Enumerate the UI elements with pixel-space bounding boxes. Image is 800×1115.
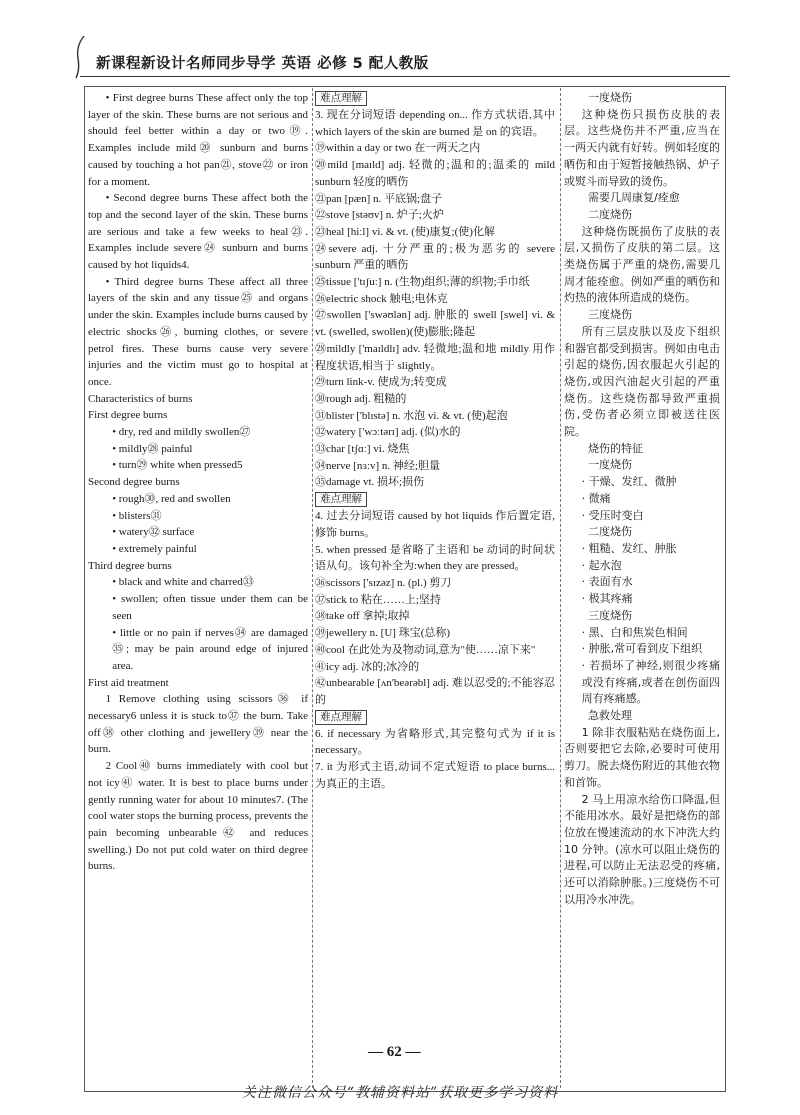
vocab-item: ㉓heal [hiːl] vi. & vt. (使)康复;(使)化解 (315, 225, 495, 238)
subheading: First degree burns (88, 409, 168, 422)
subheading: Second degree burns (88, 476, 180, 489)
difficulty-tag: 难点理解 (315, 710, 367, 725)
translation-note: 需要几周康复/痊愈 (588, 191, 680, 205)
translation-list-item: · 极其疼痛 (581, 592, 633, 606)
translation-subheading: 三度烧伤 (588, 608, 632, 622)
translation-list-item: · 黑、白和焦炭色相间 (581, 625, 688, 639)
note-4: 4. 过去分词短语 caused by hot liquids 作后置定语,修饰 burns。 (315, 510, 555, 539)
note-5: 5. when pressed 是省略了主语和 be 动词的时间状语从句。该句补全为:when they are pressed。 (315, 543, 555, 573)
footer-watermark: 关注微信公众号“教辅资料站”获取更多学习资料 (241, 1085, 559, 1101)
column-divider (312, 88, 313, 1088)
vocab-item: ㊲stick to 粘在……上;坚持 (315, 593, 441, 606)
translation-paragraph: 这种烧伤既损伤了皮肤的表层,又损伤了皮肤的第二层。这类烧伤属于严重的烧伤,需要几周才能痊愈。例如严重的晒伤和灼热的液体所造成的烧伤。 (564, 224, 720, 305)
list-item: • extremely painful (112, 542, 197, 555)
paragraph-aid-2: 2 Cool㊵ burns immediately with cool but not icy㊶ water. It is best to place burns under gently running water for about 10 minutes7. (The cool water stops the burning process, prevents the pain becoming unbearable㊷ and reduces swelling.) Do not put cold water on third degree burns. (88, 760, 308, 873)
list-item: • rough㉚, red and swollen (112, 492, 231, 505)
page-number: — 62 — (368, 1044, 421, 1060)
list-item: • swollen; often tissue under them can be seen (112, 593, 308, 622)
vocab-item: ㊳take off 拿掉;取掉 (315, 610, 410, 623)
vocab-item: ㉞nerve [nɜːv] n. 神经;胆量 (315, 459, 440, 472)
vocab-item: ㉝char [tʃɑː] vi. 烧焦 (315, 443, 410, 456)
vocab-item: ㉗swollen ['swəʊlən] adj. 肿胀的 swell [swel] vi. & vt. (swelled, swollen)(使)膨胀;隆起 (315, 309, 555, 339)
translation-list-item: · 干燥、发红、微肿 (581, 475, 677, 489)
translation-paragraph: 这种烧伤只损伤皮肤的表层。这些烧伤并不严重,应当在一两天内就有好转。例如轻度的晒伤和由于短暂接触热锅、炉子或熨斗而导致的烫伤。 (564, 107, 720, 188)
subheading: Third degree burns (88, 559, 172, 572)
translation-heading: 三度烧伤 (588, 308, 632, 322)
page-header (80, 44, 730, 74)
vocab-item: ㊴jewellery n. [U] 珠宝(总称) (315, 627, 451, 640)
vocab-item: ㉟damage vt. 损坏;损伤 (315, 476, 425, 489)
list-item: • watery㉜ surface (112, 526, 195, 539)
translation-list-item: · 表面有水 (581, 575, 633, 589)
translation-list-item: · 起水泡 (581, 558, 622, 572)
header-title: 新课程新设计名师同步导学 英语 必修 5 配人教版 (96, 56, 429, 72)
translation-subheading: 二度烧伤 (588, 525, 632, 539)
header-rule (80, 76, 730, 77)
vocab-item: ㉘mildly ['maɪldlɪ] adv. 轻微地;温和地 mildly 用作程度状语,相当于 slightly。 (315, 342, 555, 372)
translation-column (564, 90, 720, 908)
difficulty-tag: 难点理解 (315, 91, 367, 106)
translation-list-item: · 若损坏了神经,则很少疼痛或没有疼痛,或者在创伤面四周有疼痛感。 (581, 658, 720, 706)
vocab-item: ㊱scissors ['sɪzəz] n. (pl.) 剪刀 (315, 576, 452, 589)
translation-subheading: 一度烧伤 (588, 458, 632, 472)
list-item: • turn㉙ white when pressed5 (112, 459, 243, 472)
list-item: • blisters㉛ (112, 509, 162, 522)
paragraph-first-degree: • First degree burns These affect only the top layer of the skin. These burns are not serious and should feel better within a day or two⑲. Examples include mild⑳ sunburn and burns caused by touching a hot pan㉑, stove㉒ or iron for a moment. (88, 92, 308, 188)
vocab-item: ⑳mild [maɪld] adj. 轻微的;温和的;温柔的 mild sunburn 轻度的晒伤 (315, 159, 555, 188)
note-3: 3. 现在分词短语 depending on... 作方式状语,其中 which layers of the skin are burned 是 on 的宾语。 (315, 109, 555, 138)
translation-paragraph: 1 除非衣服粘贴在烧伤面上,否则要把它去除,必要时可使用剪刀。脱去烧伤附近的其他衣物和首饰。 (564, 725, 720, 789)
vocab-item: ㉜watery ['wɔːtərɪ] adj. (似)水的 (315, 426, 461, 439)
header-bracket-icon (74, 34, 88, 80)
list-item: • black and white and charred㉝ (112, 576, 254, 589)
translation-heading: 二度烧伤 (588, 207, 632, 221)
vocab-item: ⑲within a day or two 在一两天之内 (315, 142, 481, 155)
notes-column (315, 90, 555, 792)
translation-paragraph: 2 马上用凉水给伤口降温,但不能用冰水。最好是把烧伤的部位放在慢速流动的水下冲洗大约 10 分钟。(凉水可以阻止烧伤的进程,可以防止无法忍受的疼痛,还可以消除肿胀。)三度烧伤不可以用冷水冲洗。 (564, 792, 720, 906)
vocab-item: ㊵cool 在此处为及物动词,意为"使……凉下来" (315, 643, 536, 656)
vocab-item: ㉚rough adj. 粗糙的 (315, 392, 407, 405)
vocab-item: ㉑pan [pæn] n. 平底锅;盘子 (315, 192, 443, 205)
vocab-item: ㊶icy adj. 冰的;冰冷的 (315, 660, 420, 673)
difficulty-tag: 难点理解 (315, 492, 367, 507)
vocab-item: ㉛blister ['blɪstə] n. 水泡 vi. & vt. (使)起泡 (315, 409, 508, 422)
section-heading: Characteristics of burns (88, 392, 193, 405)
vocab-item: ㉔severe adj. 十分严重的;极为恶劣的 severe sunburn 严重的晒伤 (315, 242, 555, 272)
note-6: 6. if necessary 为省略形式,其完整句式为 if it is necessary。 (315, 727, 555, 757)
paragraph-aid-1: 1 Remove clothing using scissors㊱ if necessary6 unless it is stuck to㊲ the burn. Take off㊳ other clothing and jewellery㊴ near the burn. (88, 693, 308, 756)
translation-list-item: · 肿胀,常可看到皮下组织 (581, 642, 703, 656)
column-divider (560, 88, 561, 1088)
note-7: 7. it 为形式主语,动词不定式短语 to place burns... 为真正的主语。 (315, 761, 555, 790)
translation-list-item: · 微痛 (581, 491, 611, 505)
vocab-item: ㊷unbearable [ʌn'beərəbl] adj. 难以忍受的;不能容忍的 (315, 677, 555, 706)
vocab-item: ㉕tissue ['tɪʃuː] n. (生物)组织;薄的织物;手巾纸 (315, 276, 530, 289)
paragraph-third-degree: • Third degree burns These affect all three layers of the skin and any tissue㉕ and organs under the skin. Examples include burns caused by electric shocks㉖, burning clothes, or severe petrol fires. These burns cause very severe injuries and the victim must go to hospital at once. (88, 275, 308, 388)
translation-list-item: · 受压时变白 (581, 508, 644, 522)
translation-heading: 烧伤的特征 (588, 441, 643, 455)
translation-list-item: · 粗糙、发红、肿胀 (581, 541, 677, 555)
list-item: • little or no pain if nerves㉞ are damaged㉟; may be pain around edge of injured area. (112, 626, 308, 672)
translation-paragraph: 所有三层皮肤以及皮下组织和器官都受到损害。例如由电击引起的烧伤,因衣服起火引起的烧伤,或因汽油起火引起的严重烧伤。这些烧伤都导致严重损伤,受伤者必须立即被送往医院。 (564, 324, 720, 439)
paragraph-second-degree: • Second degree burns These affect both the top and the second layer of the skin. These burns are serious and take a few weeks to heal㉓. Examples include severe㉔ sunburn and burns caused by hot liquids4. (88, 192, 308, 272)
list-item: • mildly㉘ painful (112, 442, 193, 455)
vocab-item: ㉒stove [stəʊv] n. 炉子;火炉 (315, 209, 444, 222)
section-heading: First aid treatment (88, 676, 169, 689)
vocab-item: ㉙turn link-v. 使成为;转变成 (315, 376, 447, 389)
translation-heading: 一度烧伤 (588, 91, 632, 104)
list-item: • dry, red and mildly swollen㉗ (112, 426, 251, 439)
vocab-item: ㉖electric shock 触电;电休克 (315, 292, 448, 305)
translation-heading: 急救处理 (588, 709, 632, 723)
english-column (88, 90, 308, 875)
